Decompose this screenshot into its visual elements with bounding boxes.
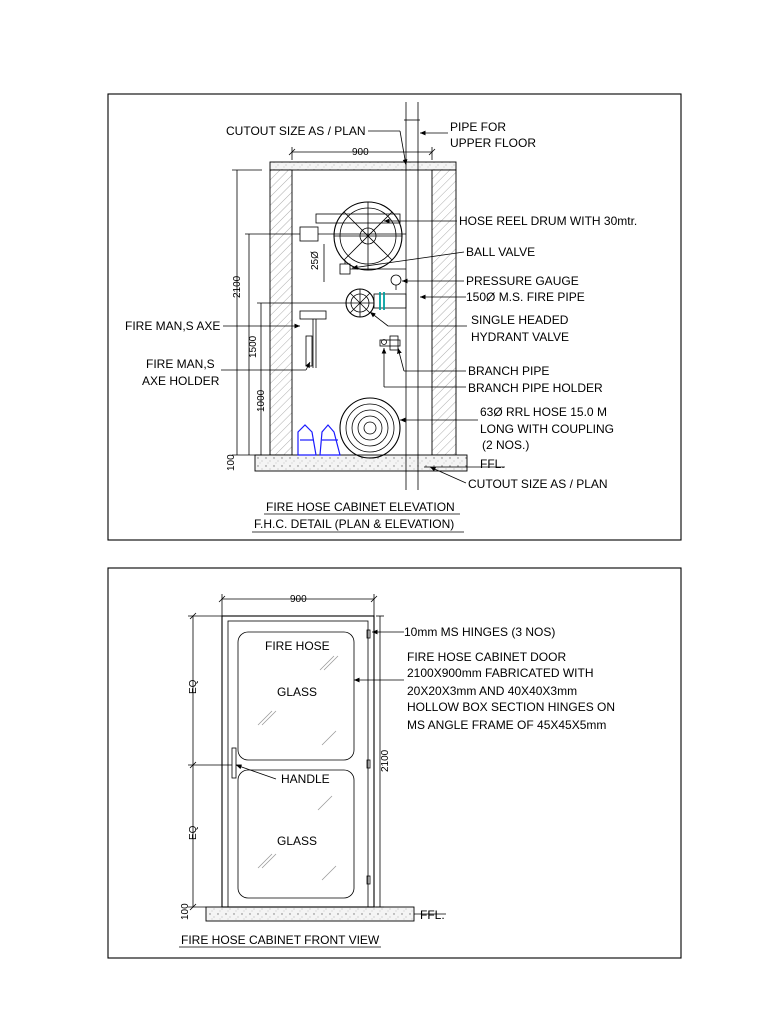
label-rrl-hose-2: LONG WITH COUPLING <box>480 422 615 436</box>
front-dim-eq-bottom: EQ <box>188 825 199 840</box>
label-axe-holder-1: FIRE MAN,S <box>146 357 215 371</box>
label-ball-valve: BALL VALVE <box>466 245 536 259</box>
rrl-hose-coil <box>340 398 400 458</box>
branch-pipe <box>380 336 400 350</box>
elevation-frame <box>108 94 681 540</box>
door-handle <box>232 748 236 778</box>
front-dim-100: 100 <box>180 903 191 920</box>
label-hose-reel: HOSE REEL DRUM WITH 30mtr. <box>459 214 638 228</box>
dim-900: 900 <box>352 147 369 158</box>
top-slab <box>270 162 456 170</box>
front-dim-eq-top: EQ <box>188 679 199 694</box>
label-fire-hose: FIRE HOSE <box>265 639 330 653</box>
label-rrl-hose-1: 63Ø RRL HOSE 15.0 M <box>480 405 607 419</box>
dim-1500: 1500 <box>248 335 259 358</box>
door-leaf <box>228 621 368 907</box>
front-frame <box>108 568 681 958</box>
front-title: FIRE HOSE CABINET FRONT VIEW <box>181 933 380 947</box>
fire-axe <box>300 311 326 368</box>
label-hydrant-valve: HYDRANT VALVE <box>471 330 570 344</box>
dim-100-elev: 100 <box>226 454 237 471</box>
elevation-title-2: F.H.C. DETAIL (PLAN & ELEVATION) <box>254 517 455 531</box>
label-hinges: 10mm MS HINGES (3 NOS) <box>404 625 556 639</box>
label-door-1: FIRE HOSE CABINET DOOR <box>407 650 567 664</box>
label-ffl-front: FFL. <box>420 908 445 922</box>
hose-couplings <box>298 425 340 455</box>
label-fire-axe: FIRE MAN,S AXE <box>125 319 221 333</box>
label-door-3: 20X20X3mm AND 40X40X3mm <box>407 684 578 698</box>
label-branch-pipe: BRANCH PIPE <box>468 364 550 378</box>
floor-slab <box>255 455 467 471</box>
label-axe-holder-2: AXE HOLDER <box>142 374 220 388</box>
label-ffl-elev: FFL. <box>480 457 505 471</box>
elevation-panel <box>108 94 681 540</box>
dim-1000: 1000 <box>256 389 267 412</box>
label-rrl-hose-3: (2 NOS.) <box>482 438 530 452</box>
front-floor-slab <box>206 907 414 921</box>
label-door-4: HOLLOW BOX SECTION HINGES ON <box>407 700 616 714</box>
front-dim-2100: 2100 <box>380 749 391 772</box>
label-single-headed: SINGLE HEADED <box>471 313 569 327</box>
label-branch-pipe-holder: BRANCH PIPE HOLDER <box>468 381 603 395</box>
front-view-panel <box>108 568 681 958</box>
right-wall <box>432 170 456 455</box>
label-glass-bottom: GLASS <box>277 834 318 848</box>
hinges <box>367 630 370 884</box>
label-door-2: 2100X900mm FABRICATED WITH <box>407 666 594 680</box>
label-door-5: MS ANGLE FRAME OF 45X45X5mm <box>407 718 607 732</box>
left-wall <box>270 170 292 455</box>
dim-2100: 2100 <box>232 275 243 298</box>
label-pipe-for: PIPE FOR <box>450 120 507 134</box>
front-dim-900: 900 <box>290 594 307 605</box>
label-fire-pipe: 150Ø M.S. FIRE PIPE <box>466 290 585 304</box>
label-cutout-top: CUTOUT SIZE AS / PLAN <box>226 124 366 138</box>
label-pressure-gauge: PRESSURE GAUGE <box>466 274 579 288</box>
cabinet-frame <box>222 616 374 907</box>
label-upper-floor: UPPER FLOOR <box>450 136 537 150</box>
pressure-gauge <box>391 275 401 290</box>
label-glass-top: GLASS <box>277 685 318 699</box>
dim-25dia: 25Ø <box>310 251 321 270</box>
elevation-title-1: FIRE HOSE CABINET ELEVATION <box>266 500 455 514</box>
label-cutout-bottom: CUTOUT SIZE AS / PLAN <box>468 477 608 491</box>
label-handle: HANDLE <box>281 772 330 786</box>
hydrant-valve <box>346 289 406 317</box>
